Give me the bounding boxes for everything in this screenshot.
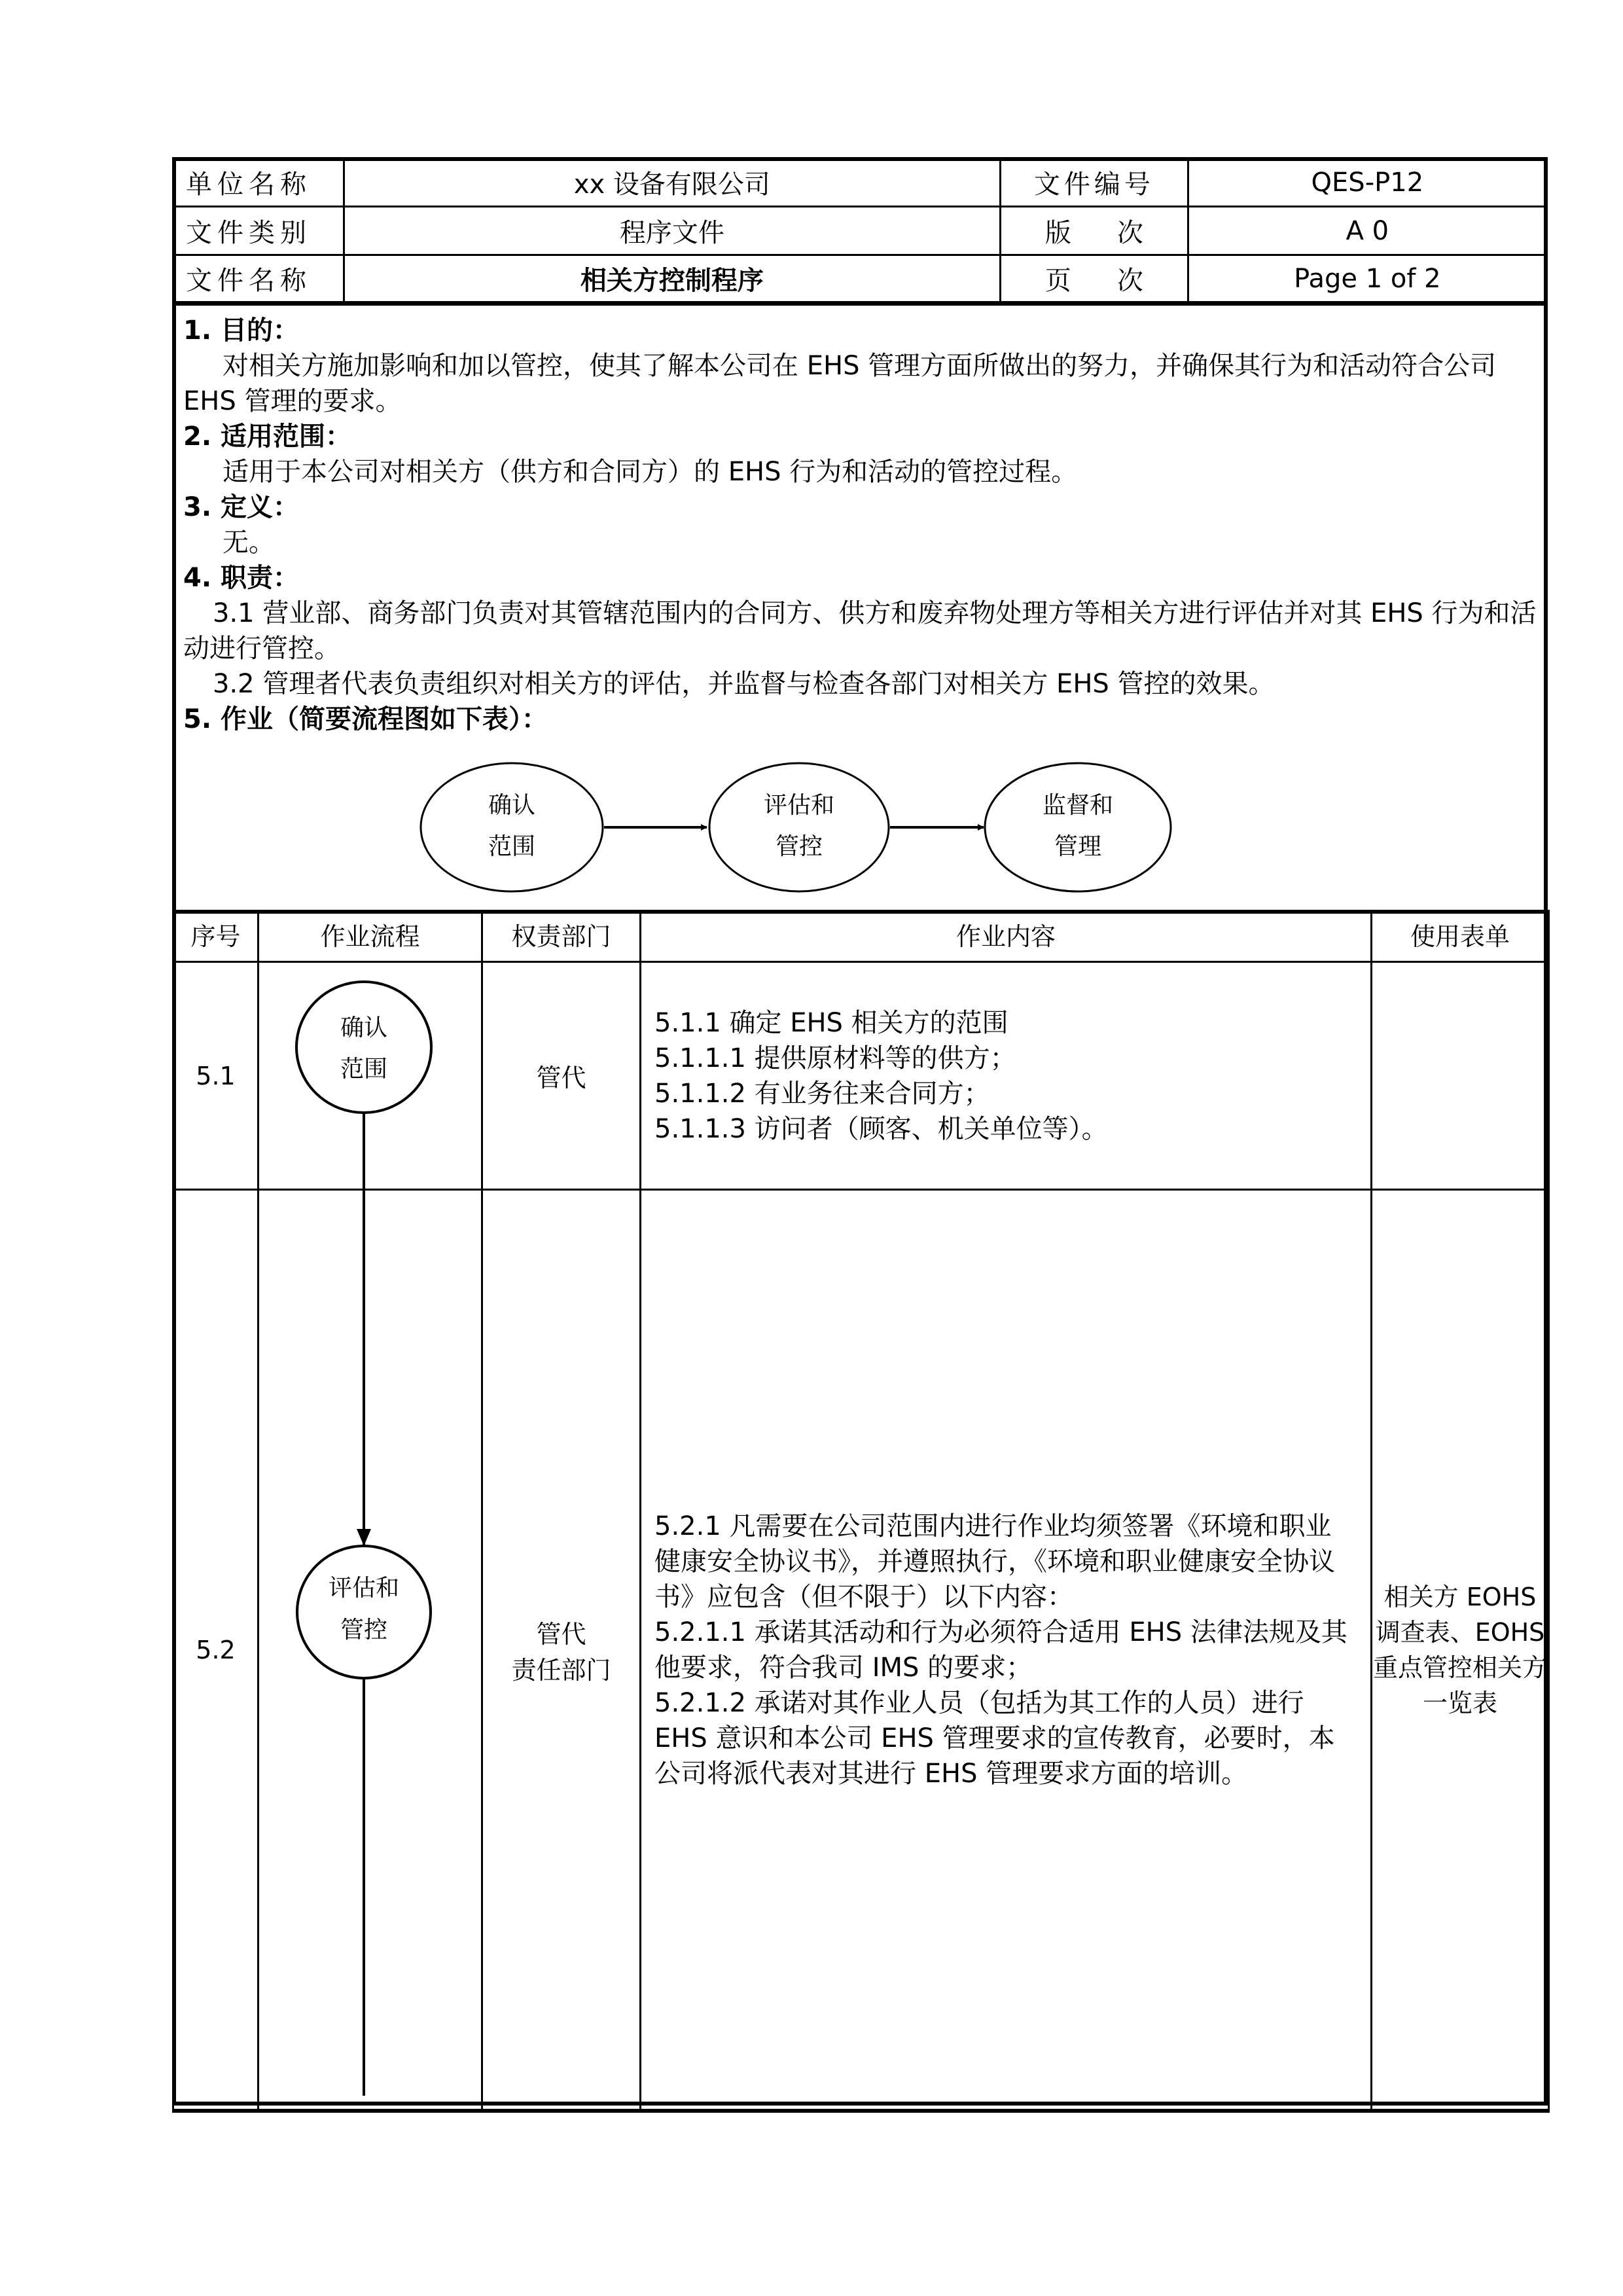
col-header-content: 作业内容 [641,912,1372,962]
procedure-sections [183,313,1538,737]
doc-no-value: QES-P12 [1188,158,1546,207]
version-label-b: 次 [1116,218,1143,248]
overview-step-2-ellipse [709,763,889,891]
overview-step-3-ellipse [985,763,1171,891]
page-label [1001,255,1188,304]
row-dept-line-1: 管代 [536,1619,586,1649]
row-dept [482,1190,641,2111]
overview-step-1-line-2: 范围 [488,833,536,860]
header-row-category [173,207,1547,255]
table-header-row [173,912,1549,962]
overview-step-1-ellipse [421,763,603,891]
row-content [641,1190,1372,2111]
overview-step-3-line-2: 管理 [1054,833,1102,860]
overview-step-2-line-2: 管控 [775,833,823,860]
section-1-text: 对相关方施加影响和加以管控，使其了解本公司在 EHS 管理方面所做出的努力，并确保其行为和活动符合公司 EHS 管理的要求。 [183,351,1497,416]
content-line: 5.1.1.1 提供原材料等的供方； [654,1043,1016,1073]
section-5-title: 5. 作业（简要流程图如下表）： [183,704,548,734]
col-header-no: 序号 [173,912,259,962]
section-3-text: 无。 [223,528,275,558]
flow-step-1-line-1: 确认 [340,1014,388,1041]
header-row-company [173,158,1547,207]
content-line: 5.2.1.2 承诺对其作业人员（包括为其工作的人员）进行 EHS 意识和本公司 EHS 管理要求的宣传教育，必要时，本公司将派代表对其进行 EHS 管理要求方面的培训。 [654,1687,1335,1789]
version-value: A 0 [1188,207,1546,255]
section-2-text: 适用于本公司对相关方（供方和合同方）的 EHS 行为和活动的管控过程。 [223,457,1078,487]
section-1-title: 1. 目的： [183,315,299,346]
page-value: Page 1 of 2 [1188,255,1546,304]
col-header-flow: 作业流程 [259,912,482,962]
version-label [1001,207,1188,255]
table-flowchart [257,956,481,2108]
company-label: 单位名称 [173,158,344,207]
content-line: 5.2.1 凡需要在公司范围内进行作业均须签署《环境和职业健康安全协议书》，并遵照执行，《环境和职业健康安全协议书》应包含（但不限于）以下内容： [654,1511,1335,1612]
content-line: 5.1.1.3 访问者（顾客、机关单位等）。 [654,1113,1108,1144]
overview-step-1-line-1: 确认 [488,792,536,819]
section-2-title: 2. 适用范围： [183,422,351,452]
name-label: 文件名称 [173,255,344,304]
content-line: 5.1.1 确定 EHS 相关方的范围 [654,1007,1008,1038]
overview-step-3-line-1: 监督和 [1042,792,1114,819]
col-header-dept: 权责部门 [482,912,641,962]
document-header-table [172,157,1548,306]
section-4-title: 4. 职责： [183,563,299,593]
category-label: 文件类别 [173,207,344,255]
company-value: xx 设备有限公司 [344,158,1000,207]
overview-step-2-line-1: 评估和 [763,792,835,819]
flow-step-2-line-2: 管控 [340,1617,388,1643]
section-4-item-2: 3.2 管理者代表负责组织对相关方的评估，并监督与检查各部门对相关方 EHS 管控的效果。 [213,669,1275,699]
doc-no-label: 文件编号 [1001,158,1188,207]
content-line: 5.1.1.2 有业务往来合同方； [654,1078,990,1109]
row-dept [482,962,641,1190]
name-value: 相关方控制程序 [344,255,1000,304]
row-forms [1372,962,1549,1190]
flow-step-2-line-1: 评估和 [328,1575,400,1602]
overview-flowchart [172,753,1548,910]
page-label-a: 页 [1044,266,1071,296]
flow-step-1-line-2: 范围 [340,1056,388,1083]
row-forms: 相关方 EOHS 调查表、EOHS 重点管控相关方一览表 [1372,1190,1549,2111]
content-line: 5.2.1.1 承诺其活动和行为必须符合适用 EHS 法律法规及其他要求，符合我司 IMS 的要求； [654,1617,1347,1683]
section-3-title: 3. 定义： [183,492,299,522]
row-no: 5.1 [173,962,259,1190]
header-row-name [173,255,1547,304]
row-content [641,962,1372,1190]
flow-step-1-ellipse [296,982,431,1113]
row-dept-line-2: 责任部门 [511,1655,611,1685]
category-value: 程序文件 [344,207,1000,255]
row-no: 5.2 [173,1190,259,2111]
section-4-item-1: 3.1 营业部、商务部门负责对其管辖范围内的合同方、供方和废弃物处理方等相关方进行评估并对其 EHS 行为和活动进行管控。 [183,598,1537,664]
row-dept-line-1: 管代 [536,1064,586,1092]
page-label-b: 次 [1116,266,1143,296]
flow-step-2-ellipse [297,1546,431,1678]
version-label-a: 版 [1044,218,1071,248]
col-header-forms: 使用表单 [1372,912,1549,962]
